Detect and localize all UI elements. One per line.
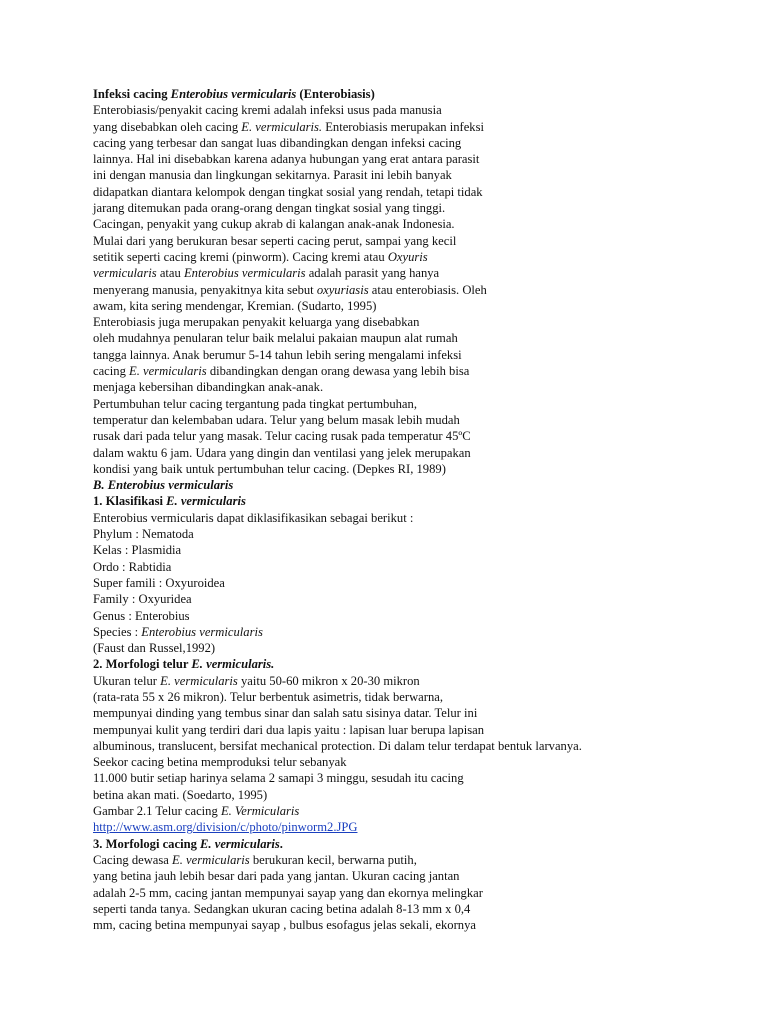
text-run: Cacingan, penyakit yang cukup akrab di kalangan anak-anak Indonesia. [93, 217, 455, 232]
text-run: mempunyai dinding yang tembus sinar dan salah satu sisinya datar. Telur ini [93, 706, 478, 721]
text-line [93, 608, 733, 624]
text-run: menjaga kebersihan dibandingkan anak-anak. [93, 380, 324, 395]
document-body [93, 86, 733, 933]
section-heading [93, 86, 733, 102]
text-line [93, 119, 733, 135]
text-line [93, 412, 733, 428]
text-run: 11.000 butir setiap harinya selama 2 samapi 3 minggu, sesudah itu cacing [93, 771, 464, 786]
italic-term: Enterobius vermicularis [183, 266, 306, 281]
text-line [93, 445, 733, 461]
text-line [93, 314, 733, 330]
text-line [93, 852, 733, 868]
text-run: albuminous, translucent, bersifat mechanical protection. Di dalam telur terdapat bentuk larvanya. [93, 738, 582, 753]
section-heading [93, 656, 733, 672]
text-line [93, 542, 733, 558]
italic-term: E. vermicularis [172, 852, 250, 867]
text-line [93, 722, 733, 738]
italic-term: vermicularis [93, 266, 157, 281]
text-run: Family : Oxyuridea [93, 592, 192, 607]
text-run: tangga lainnya. Anak berumur 5-14 tahun lebih sering mengalami infeksi [93, 347, 462, 362]
text-run: atau enterobiasis. Oleh [368, 282, 487, 297]
text-run: menyerang manusia, penyakitnya kita sebut [93, 282, 317, 297]
italic-term: E. vermicularis. [241, 119, 323, 134]
text-line [93, 200, 733, 216]
text-run: (rata-rata 55 x 26 mikron). Telur berbentuk asimetris, tidak berwarna, [93, 689, 443, 704]
text-line [93, 770, 733, 786]
text-run: Gambar 2.1 Telur cacing [93, 804, 221, 819]
text-run: yang betina jauh lebih besar dari pada yang jantan. Ukuran cacing jantan [93, 869, 460, 884]
text-line [93, 526, 733, 542]
text-run: Enterobiasis/penyakit cacing kremi adalah infeksi usus pada manusia [93, 103, 442, 118]
text-run: 3. Morfologi cacing [93, 836, 201, 851]
text-run: 1. Klasifikasi [93, 494, 167, 509]
italic-term: E. vermicularis. [191, 657, 275, 672]
text-run: Kelas : Plasmidia [93, 543, 182, 558]
italic-term: oxyuriasis [316, 282, 369, 297]
text-line [93, 575, 733, 591]
text-line [93, 689, 733, 705]
italic-term: E. vermicularis [129, 364, 207, 379]
text-run: Seekor cacing betina memproduksi telur sebanyak [93, 755, 347, 770]
italic-term: E. vermicularis [166, 494, 246, 509]
text-run: Phylum : Nematoda [93, 527, 194, 542]
text-line [93, 347, 733, 363]
text-run: adalah 2-5 mm, cacing jantan mempunyai sayap yang dan ekornya melingkar [93, 885, 483, 900]
text-run: Enterobius vermicularis dapat diklasifikasikan sebagai berikut : [93, 510, 414, 525]
text-line [93, 298, 733, 314]
text-run: temperatur dan kelembaban udara. Telur yang belum masak lebih mudah [93, 412, 460, 427]
text-run: rusak dari pada telur yang masak. Telur cacing rusak pada temperatur 45ºC [93, 429, 471, 444]
text-line [93, 803, 733, 819]
text-run: Ukuran telur [93, 673, 161, 688]
text-run: Species : [93, 624, 142, 639]
text-line [93, 151, 733, 167]
section-heading [93, 477, 733, 493]
text-run: Enterobiasis juga merupakan penyakit keluarga yang disebabkan [93, 315, 420, 330]
text-run: dalam waktu 6 jam. Udara yang dingin dan ventilasi yang jelek merupakan [93, 445, 471, 460]
text-run: setitik seperti cacing kremi (pinworm). Cacing kremi atau [93, 249, 388, 264]
italic-term: E. vermicularis [160, 673, 238, 688]
text-run: Cacing dewasa [93, 852, 173, 867]
text-run: awam, kita sering mendengar, Kremian. (Sudarto, 1995) [93, 298, 377, 313]
text-run: cacing [93, 364, 130, 379]
text-run: (Faust dan Russel,1992) [93, 641, 216, 656]
text-run: Genus : Enterobius [93, 608, 190, 623]
text-line [93, 363, 733, 379]
text-run: Pertumbuhan telur cacing tergantung pada tingkat pertumbuhan, [93, 396, 417, 411]
text-run: jarang ditemukan pada orang-orang dengan tingkat sosial yang tinggi. [93, 201, 446, 216]
text-run: mm, cacing betina mempunyai sayap , bulbus esofagus jelas sekali, ekornya [93, 918, 476, 933]
italic-term: B. Enterobius vermicularis [93, 478, 234, 493]
text-run: yang disebabkan oleh cacing [93, 119, 242, 134]
text-line [93, 917, 733, 933]
text-line [93, 640, 733, 656]
text-run: Super famili : Oxyuroidea [93, 575, 225, 590]
text-line [93, 510, 733, 526]
text-line [93, 102, 733, 118]
text-run: Ordo : Rabtidia [93, 559, 172, 574]
text-run: lainnya. Hal ini disebabkan karena adanya hubungan yang erat antara parasit [93, 152, 480, 167]
text-run: Enterobiasis merupakan infeksi [322, 119, 485, 134]
text-run: seperti tanda tanya. Sedangkan ukuran cacing betina adalah 8-13 mm x 0,4 [93, 901, 471, 916]
text-run: Infeksi cacing [93, 87, 171, 101]
text-line [93, 396, 733, 412]
text-line [93, 167, 733, 183]
text-line [93, 591, 733, 607]
text-run: ini dengan manusia dan lingkungan sekitarnya. Parasit ini lebih banyak [93, 168, 452, 183]
italic-term: E. Vermicularis [220, 804, 300, 819]
text-line [93, 754, 733, 770]
text-run: oleh mudahnya penularan telur baik melalui pakaian maupun alat rumah [93, 331, 458, 346]
italic-term: E. vermicularis [200, 836, 280, 851]
section-heading [93, 836, 733, 852]
text-line [93, 233, 733, 249]
text-line [93, 673, 733, 689]
text-line [93, 705, 733, 721]
text-run: cacing yang terbesar dan sangat luas dibandingkan dengan infeksi cacing [93, 135, 462, 150]
text-line [93, 624, 733, 640]
text-line [93, 216, 733, 232]
text-line [93, 330, 733, 346]
text-line [93, 738, 733, 754]
text-line [93, 135, 733, 151]
text-run: didapatkan diantara kelompok dengan tingkat sosial yang rendah, tetapi tidak [93, 184, 483, 199]
text-run: Mulai dari yang berukuran besar seperti cacing perut, sampai yang kecil [93, 233, 457, 248]
text-line [93, 885, 733, 901]
text-line [93, 461, 733, 477]
text-run: http://www.asm.org/division/c/photo/pinworm2.JPG [93, 820, 358, 835]
text-run: kondisi yang baik untuk pertumbuhan telur cacing. (Depkes RI, 1989) [93, 461, 446, 476]
text-line [93, 868, 733, 884]
text-run: berukuran kecil, berwarna putih, [249, 852, 417, 867]
text-line [93, 282, 733, 298]
text-run: 2. Morfologi telur [93, 657, 192, 672]
italic-term: Enterobius vermicularis [141, 624, 263, 639]
text-line [93, 265, 733, 281]
text-run: dibandingkan dengan orang dewasa yang lebih bisa [206, 364, 470, 379]
text-line [93, 428, 733, 444]
section-heading [93, 493, 733, 509]
text-run: adalah parasit yang hanya [305, 266, 440, 281]
italic-term: Enterobius vermicularis [170, 87, 297, 101]
text-run: . [279, 836, 283, 851]
text-run: atau [156, 266, 184, 281]
text-run: yaitu 50-60 mikron x 20-30 mikron [237, 673, 420, 688]
text-run: (Enterobiasis) [296, 87, 375, 101]
text-line [93, 379, 733, 395]
figure-source-link[interactable] [93, 819, 733, 835]
text-run: mempunyai kulit yang terdiri dari dua lapis yaitu : lapisan luar berupa lapisan [93, 722, 484, 737]
italic-term: Oxyuris [387, 249, 428, 264]
text-line [93, 787, 733, 803]
text-line [93, 184, 733, 200]
text-run: betina akan mati. (Soedarto, 1995) [93, 787, 268, 802]
text-line [93, 559, 733, 575]
text-line [93, 901, 733, 917]
text-line [93, 249, 733, 265]
